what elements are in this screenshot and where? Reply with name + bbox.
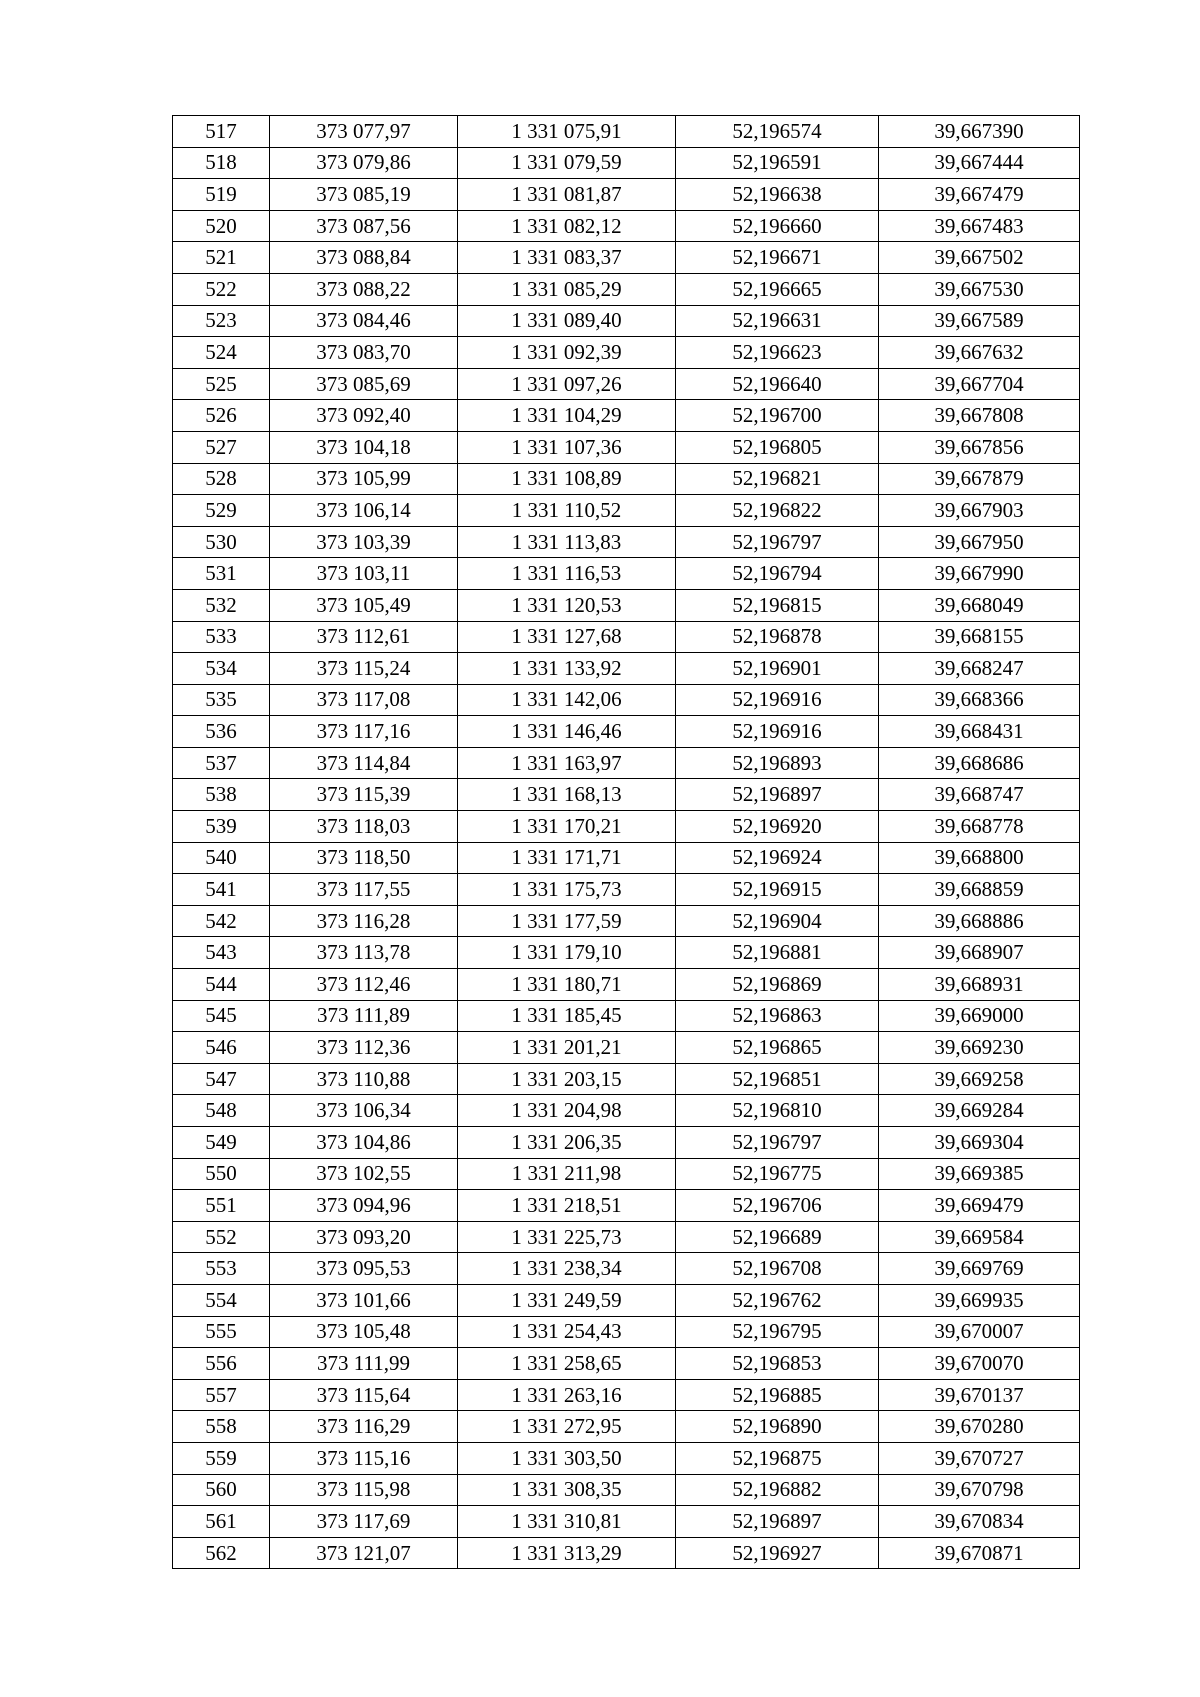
y-coordinate-cell: 1 331 303,50 bbox=[458, 1442, 676, 1474]
latitude-cell: 52,196893 bbox=[676, 747, 879, 779]
longitude-cell: 39,668049 bbox=[879, 589, 1080, 621]
table-row bbox=[173, 463, 1080, 495]
table-row bbox=[173, 179, 1080, 211]
longitude-cell: 39,668155 bbox=[879, 621, 1080, 653]
x-coordinate-cell: 373 102,55 bbox=[270, 1158, 458, 1190]
latitude-cell: 52,196901 bbox=[676, 653, 879, 685]
y-coordinate-cell: 1 331 171,71 bbox=[458, 842, 676, 874]
x-coordinate-cell: 373 088,84 bbox=[270, 242, 458, 274]
x-coordinate-cell: 373 105,49 bbox=[270, 589, 458, 621]
point-number-cell: 523 bbox=[173, 305, 270, 337]
y-coordinate-cell: 1 331 089,40 bbox=[458, 305, 676, 337]
y-coordinate-cell: 1 331 092,39 bbox=[458, 337, 676, 369]
y-coordinate-cell: 1 331 108,89 bbox=[458, 463, 676, 495]
table-row bbox=[173, 684, 1080, 716]
latitude-cell: 52,196904 bbox=[676, 905, 879, 937]
point-number-cell: 546 bbox=[173, 1032, 270, 1064]
longitude-cell: 39,667530 bbox=[879, 273, 1080, 305]
table-row bbox=[173, 1221, 1080, 1253]
coordinates-table-body bbox=[173, 116, 1080, 1569]
table-row bbox=[173, 589, 1080, 621]
y-coordinate-cell: 1 331 075,91 bbox=[458, 116, 676, 148]
point-number-cell: 555 bbox=[173, 1316, 270, 1348]
x-coordinate-cell: 373 087,56 bbox=[270, 210, 458, 242]
longitude-cell: 39,667444 bbox=[879, 147, 1080, 179]
latitude-cell: 52,196915 bbox=[676, 874, 879, 906]
y-coordinate-cell: 1 331 116,53 bbox=[458, 558, 676, 590]
latitude-cell: 52,196671 bbox=[676, 242, 879, 274]
latitude-cell: 52,196797 bbox=[676, 526, 879, 558]
x-coordinate-cell: 373 117,69 bbox=[270, 1506, 458, 1538]
point-number-cell: 552 bbox=[173, 1221, 270, 1253]
latitude-cell: 52,196865 bbox=[676, 1032, 879, 1064]
point-number-cell: 548 bbox=[173, 1095, 270, 1127]
longitude-cell: 39,667483 bbox=[879, 210, 1080, 242]
point-number-cell: 543 bbox=[173, 937, 270, 969]
point-number-cell: 522 bbox=[173, 273, 270, 305]
x-coordinate-cell: 373 079,86 bbox=[270, 147, 458, 179]
point-number-cell: 527 bbox=[173, 431, 270, 463]
longitude-cell: 39,669000 bbox=[879, 1000, 1080, 1032]
table-row bbox=[173, 969, 1080, 1001]
y-coordinate-cell: 1 331 113,83 bbox=[458, 526, 676, 558]
point-number-cell: 534 bbox=[173, 653, 270, 685]
latitude-cell: 52,196881 bbox=[676, 937, 879, 969]
x-coordinate-cell: 373 095,53 bbox=[270, 1253, 458, 1285]
latitude-cell: 52,196821 bbox=[676, 463, 879, 495]
longitude-cell: 39,670798 bbox=[879, 1474, 1080, 1506]
latitude-cell: 52,196890 bbox=[676, 1411, 879, 1443]
longitude-cell: 39,669258 bbox=[879, 1063, 1080, 1095]
table-row bbox=[173, 526, 1080, 558]
x-coordinate-cell: 373 111,99 bbox=[270, 1348, 458, 1380]
point-number-cell: 521 bbox=[173, 242, 270, 274]
y-coordinate-cell: 1 331 168,13 bbox=[458, 779, 676, 811]
point-number-cell: 540 bbox=[173, 842, 270, 874]
latitude-cell: 52,196775 bbox=[676, 1158, 879, 1190]
longitude-cell: 39,667879 bbox=[879, 463, 1080, 495]
point-number-cell: 542 bbox=[173, 905, 270, 937]
y-coordinate-cell: 1 331 206,35 bbox=[458, 1127, 676, 1159]
x-coordinate-cell: 373 103,11 bbox=[270, 558, 458, 590]
point-number-cell: 518 bbox=[173, 147, 270, 179]
latitude-cell: 52,196810 bbox=[676, 1095, 879, 1127]
y-coordinate-cell: 1 331 170,21 bbox=[458, 811, 676, 843]
table-row bbox=[173, 937, 1080, 969]
y-coordinate-cell: 1 331 127,68 bbox=[458, 621, 676, 653]
longitude-cell: 39,667502 bbox=[879, 242, 1080, 274]
point-number-cell: 539 bbox=[173, 811, 270, 843]
latitude-cell: 52,196574 bbox=[676, 116, 879, 148]
point-number-cell: 557 bbox=[173, 1379, 270, 1411]
latitude-cell: 52,196822 bbox=[676, 495, 879, 527]
longitude-cell: 39,669230 bbox=[879, 1032, 1080, 1064]
table-row bbox=[173, 1411, 1080, 1443]
longitude-cell: 39,667990 bbox=[879, 558, 1080, 590]
x-coordinate-cell: 373 117,08 bbox=[270, 684, 458, 716]
x-coordinate-cell: 373 112,61 bbox=[270, 621, 458, 653]
y-coordinate-cell: 1 331 272,95 bbox=[458, 1411, 676, 1443]
table-row bbox=[173, 1506, 1080, 1538]
longitude-cell: 39,668366 bbox=[879, 684, 1080, 716]
y-coordinate-cell: 1 331 313,29 bbox=[458, 1537, 676, 1569]
y-coordinate-cell: 1 331 110,52 bbox=[458, 495, 676, 527]
table-row bbox=[173, 747, 1080, 779]
y-coordinate-cell: 1 331 120,53 bbox=[458, 589, 676, 621]
coordinates-table bbox=[172, 115, 1080, 1569]
latitude-cell: 52,196700 bbox=[676, 400, 879, 432]
y-coordinate-cell: 1 331 211,98 bbox=[458, 1158, 676, 1190]
table-row bbox=[173, 1032, 1080, 1064]
table-row bbox=[173, 558, 1080, 590]
x-coordinate-cell: 373 117,16 bbox=[270, 716, 458, 748]
latitude-cell: 52,196897 bbox=[676, 779, 879, 811]
point-number-cell: 553 bbox=[173, 1253, 270, 1285]
longitude-cell: 39,670137 bbox=[879, 1379, 1080, 1411]
longitude-cell: 39,667950 bbox=[879, 526, 1080, 558]
x-coordinate-cell: 373 092,40 bbox=[270, 400, 458, 432]
latitude-cell: 52,196882 bbox=[676, 1474, 879, 1506]
latitude-cell: 52,196869 bbox=[676, 969, 879, 1001]
longitude-cell: 39,669284 bbox=[879, 1095, 1080, 1127]
latitude-cell: 52,196863 bbox=[676, 1000, 879, 1032]
y-coordinate-cell: 1 331 097,26 bbox=[458, 368, 676, 400]
point-number-cell: 551 bbox=[173, 1190, 270, 1222]
table-row bbox=[173, 1063, 1080, 1095]
table-row bbox=[173, 305, 1080, 337]
latitude-cell: 52,196920 bbox=[676, 811, 879, 843]
latitude-cell: 52,196623 bbox=[676, 337, 879, 369]
longitude-cell: 39,667589 bbox=[879, 305, 1080, 337]
point-number-cell: 519 bbox=[173, 179, 270, 211]
x-coordinate-cell: 373 084,46 bbox=[270, 305, 458, 337]
table-row bbox=[173, 1095, 1080, 1127]
latitude-cell: 52,196916 bbox=[676, 684, 879, 716]
table-row bbox=[173, 147, 1080, 179]
latitude-cell: 52,196638 bbox=[676, 179, 879, 211]
longitude-cell: 39,668686 bbox=[879, 747, 1080, 779]
point-number-cell: 532 bbox=[173, 589, 270, 621]
x-coordinate-cell: 373 110,88 bbox=[270, 1063, 458, 1095]
point-number-cell: 536 bbox=[173, 716, 270, 748]
longitude-cell: 39,670727 bbox=[879, 1442, 1080, 1474]
x-coordinate-cell: 373 106,14 bbox=[270, 495, 458, 527]
latitude-cell: 52,196631 bbox=[676, 305, 879, 337]
latitude-cell: 52,196660 bbox=[676, 210, 879, 242]
longitude-cell: 39,669584 bbox=[879, 1221, 1080, 1253]
point-number-cell: 562 bbox=[173, 1537, 270, 1569]
x-coordinate-cell: 373 094,96 bbox=[270, 1190, 458, 1222]
longitude-cell: 39,668931 bbox=[879, 969, 1080, 1001]
table-row bbox=[173, 1000, 1080, 1032]
longitude-cell: 39,667632 bbox=[879, 337, 1080, 369]
latitude-cell: 52,196878 bbox=[676, 621, 879, 653]
table-row bbox=[173, 1127, 1080, 1159]
longitude-cell: 39,668907 bbox=[879, 937, 1080, 969]
x-coordinate-cell: 373 083,70 bbox=[270, 337, 458, 369]
latitude-cell: 52,196927 bbox=[676, 1537, 879, 1569]
y-coordinate-cell: 1 331 218,51 bbox=[458, 1190, 676, 1222]
table-row bbox=[173, 905, 1080, 937]
x-coordinate-cell: 373 106,34 bbox=[270, 1095, 458, 1127]
x-coordinate-cell: 373 116,28 bbox=[270, 905, 458, 937]
point-number-cell: 547 bbox=[173, 1063, 270, 1095]
x-coordinate-cell: 373 114,84 bbox=[270, 747, 458, 779]
point-number-cell: 560 bbox=[173, 1474, 270, 1506]
x-coordinate-cell: 373 105,99 bbox=[270, 463, 458, 495]
x-coordinate-cell: 373 112,36 bbox=[270, 1032, 458, 1064]
table-row bbox=[173, 400, 1080, 432]
point-number-cell: 537 bbox=[173, 747, 270, 779]
table-row bbox=[173, 1537, 1080, 1569]
longitude-cell: 39,667856 bbox=[879, 431, 1080, 463]
x-coordinate-cell: 373 093,20 bbox=[270, 1221, 458, 1253]
latitude-cell: 52,196805 bbox=[676, 431, 879, 463]
longitude-cell: 39,669769 bbox=[879, 1253, 1080, 1285]
latitude-cell: 52,196875 bbox=[676, 1442, 879, 1474]
longitude-cell: 39,667704 bbox=[879, 368, 1080, 400]
y-coordinate-cell: 1 331 263,16 bbox=[458, 1379, 676, 1411]
longitude-cell: 39,670280 bbox=[879, 1411, 1080, 1443]
latitude-cell: 52,196689 bbox=[676, 1221, 879, 1253]
point-number-cell: 561 bbox=[173, 1506, 270, 1538]
longitude-cell: 39,669304 bbox=[879, 1127, 1080, 1159]
x-coordinate-cell: 373 118,03 bbox=[270, 811, 458, 843]
table-row bbox=[173, 273, 1080, 305]
table-row bbox=[173, 337, 1080, 369]
latitude-cell: 52,196665 bbox=[676, 273, 879, 305]
point-number-cell: 528 bbox=[173, 463, 270, 495]
x-coordinate-cell: 373 115,39 bbox=[270, 779, 458, 811]
y-coordinate-cell: 1 331 079,59 bbox=[458, 147, 676, 179]
x-coordinate-cell: 373 085,69 bbox=[270, 368, 458, 400]
table-row bbox=[173, 1316, 1080, 1348]
point-number-cell: 538 bbox=[173, 779, 270, 811]
y-coordinate-cell: 1 331 085,29 bbox=[458, 273, 676, 305]
x-coordinate-cell: 373 121,07 bbox=[270, 1537, 458, 1569]
y-coordinate-cell: 1 331 238,34 bbox=[458, 1253, 676, 1285]
table-row bbox=[173, 842, 1080, 874]
table-row bbox=[173, 1158, 1080, 1190]
point-number-cell: 535 bbox=[173, 684, 270, 716]
point-number-cell: 529 bbox=[173, 495, 270, 527]
x-coordinate-cell: 373 088,22 bbox=[270, 273, 458, 305]
y-coordinate-cell: 1 331 082,12 bbox=[458, 210, 676, 242]
y-coordinate-cell: 1 331 225,73 bbox=[458, 1221, 676, 1253]
x-coordinate-cell: 373 101,66 bbox=[270, 1284, 458, 1316]
point-number-cell: 559 bbox=[173, 1442, 270, 1474]
point-number-cell: 545 bbox=[173, 1000, 270, 1032]
latitude-cell: 52,196885 bbox=[676, 1379, 879, 1411]
x-coordinate-cell: 373 115,16 bbox=[270, 1442, 458, 1474]
latitude-cell: 52,196815 bbox=[676, 589, 879, 621]
longitude-cell: 39,667903 bbox=[879, 495, 1080, 527]
longitude-cell: 39,670070 bbox=[879, 1348, 1080, 1380]
y-coordinate-cell: 1 331 204,98 bbox=[458, 1095, 676, 1127]
x-coordinate-cell: 373 118,50 bbox=[270, 842, 458, 874]
longitude-cell: 39,669385 bbox=[879, 1158, 1080, 1190]
longitude-cell: 39,668778 bbox=[879, 811, 1080, 843]
longitude-cell: 39,669935 bbox=[879, 1284, 1080, 1316]
x-coordinate-cell: 373 111,89 bbox=[270, 1000, 458, 1032]
longitude-cell: 39,668859 bbox=[879, 874, 1080, 906]
y-coordinate-cell: 1 331 258,65 bbox=[458, 1348, 676, 1380]
y-coordinate-cell: 1 331 177,59 bbox=[458, 905, 676, 937]
table-row bbox=[173, 779, 1080, 811]
table-row bbox=[173, 811, 1080, 843]
table-row bbox=[173, 1284, 1080, 1316]
latitude-cell: 52,196591 bbox=[676, 147, 879, 179]
longitude-cell: 39,667390 bbox=[879, 116, 1080, 148]
longitude-cell: 39,670871 bbox=[879, 1537, 1080, 1569]
table-row bbox=[173, 1474, 1080, 1506]
x-coordinate-cell: 373 113,78 bbox=[270, 937, 458, 969]
x-coordinate-cell: 373 077,97 bbox=[270, 116, 458, 148]
table-row bbox=[173, 116, 1080, 148]
y-coordinate-cell: 1 331 163,97 bbox=[458, 747, 676, 779]
table-row bbox=[173, 368, 1080, 400]
latitude-cell: 52,196897 bbox=[676, 1506, 879, 1538]
x-coordinate-cell: 373 116,29 bbox=[270, 1411, 458, 1443]
point-number-cell: 549 bbox=[173, 1127, 270, 1159]
y-coordinate-cell: 1 331 133,92 bbox=[458, 653, 676, 685]
x-coordinate-cell: 373 104,86 bbox=[270, 1127, 458, 1159]
latitude-cell: 52,196708 bbox=[676, 1253, 879, 1285]
x-coordinate-cell: 373 117,55 bbox=[270, 874, 458, 906]
x-coordinate-cell: 373 104,18 bbox=[270, 431, 458, 463]
y-coordinate-cell: 1 331 107,36 bbox=[458, 431, 676, 463]
latitude-cell: 52,196640 bbox=[676, 368, 879, 400]
latitude-cell: 52,196853 bbox=[676, 1348, 879, 1380]
x-coordinate-cell: 373 115,24 bbox=[270, 653, 458, 685]
latitude-cell: 52,196794 bbox=[676, 558, 879, 590]
x-coordinate-cell: 373 112,46 bbox=[270, 969, 458, 1001]
table-row bbox=[173, 1348, 1080, 1380]
table-row bbox=[173, 1379, 1080, 1411]
y-coordinate-cell: 1 331 180,71 bbox=[458, 969, 676, 1001]
x-coordinate-cell: 373 085,19 bbox=[270, 179, 458, 211]
y-coordinate-cell: 1 331 203,15 bbox=[458, 1063, 676, 1095]
y-coordinate-cell: 1 331 179,10 bbox=[458, 937, 676, 969]
latitude-cell: 52,196797 bbox=[676, 1127, 879, 1159]
point-number-cell: 541 bbox=[173, 874, 270, 906]
latitude-cell: 52,196916 bbox=[676, 716, 879, 748]
y-coordinate-cell: 1 331 185,45 bbox=[458, 1000, 676, 1032]
longitude-cell: 39,669479 bbox=[879, 1190, 1080, 1222]
point-number-cell: 558 bbox=[173, 1411, 270, 1443]
longitude-cell: 39,667479 bbox=[879, 179, 1080, 211]
longitude-cell: 39,668800 bbox=[879, 842, 1080, 874]
table-row bbox=[173, 210, 1080, 242]
x-coordinate-cell: 373 105,48 bbox=[270, 1316, 458, 1348]
table-row bbox=[173, 716, 1080, 748]
y-coordinate-cell: 1 331 249,59 bbox=[458, 1284, 676, 1316]
table-row bbox=[173, 1442, 1080, 1474]
table-row bbox=[173, 874, 1080, 906]
y-coordinate-cell: 1 331 201,21 bbox=[458, 1032, 676, 1064]
longitude-cell: 39,667808 bbox=[879, 400, 1080, 432]
table-row bbox=[173, 621, 1080, 653]
longitude-cell: 39,668431 bbox=[879, 716, 1080, 748]
y-coordinate-cell: 1 331 083,37 bbox=[458, 242, 676, 274]
table-row bbox=[173, 1253, 1080, 1285]
longitude-cell: 39,670007 bbox=[879, 1316, 1080, 1348]
point-number-cell: 550 bbox=[173, 1158, 270, 1190]
y-coordinate-cell: 1 331 175,73 bbox=[458, 874, 676, 906]
point-number-cell: 517 bbox=[173, 116, 270, 148]
y-coordinate-cell: 1 331 081,87 bbox=[458, 179, 676, 211]
x-coordinate-cell: 373 103,39 bbox=[270, 526, 458, 558]
point-number-cell: 520 bbox=[173, 210, 270, 242]
latitude-cell: 52,196706 bbox=[676, 1190, 879, 1222]
longitude-cell: 39,670834 bbox=[879, 1506, 1080, 1538]
longitude-cell: 39,668886 bbox=[879, 905, 1080, 937]
y-coordinate-cell: 1 331 308,35 bbox=[458, 1474, 676, 1506]
latitude-cell: 52,196851 bbox=[676, 1063, 879, 1095]
x-coordinate-cell: 373 115,64 bbox=[270, 1379, 458, 1411]
point-number-cell: 556 bbox=[173, 1348, 270, 1380]
y-coordinate-cell: 1 331 104,29 bbox=[458, 400, 676, 432]
point-number-cell: 554 bbox=[173, 1284, 270, 1316]
x-coordinate-cell: 373 115,98 bbox=[270, 1474, 458, 1506]
longitude-cell: 39,668747 bbox=[879, 779, 1080, 811]
point-number-cell: 531 bbox=[173, 558, 270, 590]
y-coordinate-cell: 1 331 254,43 bbox=[458, 1316, 676, 1348]
table-row bbox=[173, 431, 1080, 463]
point-number-cell: 526 bbox=[173, 400, 270, 432]
table-row bbox=[173, 495, 1080, 527]
latitude-cell: 52,196762 bbox=[676, 1284, 879, 1316]
point-number-cell: 533 bbox=[173, 621, 270, 653]
table-row bbox=[173, 242, 1080, 274]
y-coordinate-cell: 1 331 310,81 bbox=[458, 1506, 676, 1538]
point-number-cell: 530 bbox=[173, 526, 270, 558]
point-number-cell: 544 bbox=[173, 969, 270, 1001]
latitude-cell: 52,196795 bbox=[676, 1316, 879, 1348]
point-number-cell: 525 bbox=[173, 368, 270, 400]
table-row bbox=[173, 653, 1080, 685]
point-number-cell: 524 bbox=[173, 337, 270, 369]
table-row bbox=[173, 1190, 1080, 1222]
latitude-cell: 52,196924 bbox=[676, 842, 879, 874]
y-coordinate-cell: 1 331 142,06 bbox=[458, 684, 676, 716]
longitude-cell: 39,668247 bbox=[879, 653, 1080, 685]
y-coordinate-cell: 1 331 146,46 bbox=[458, 716, 676, 748]
